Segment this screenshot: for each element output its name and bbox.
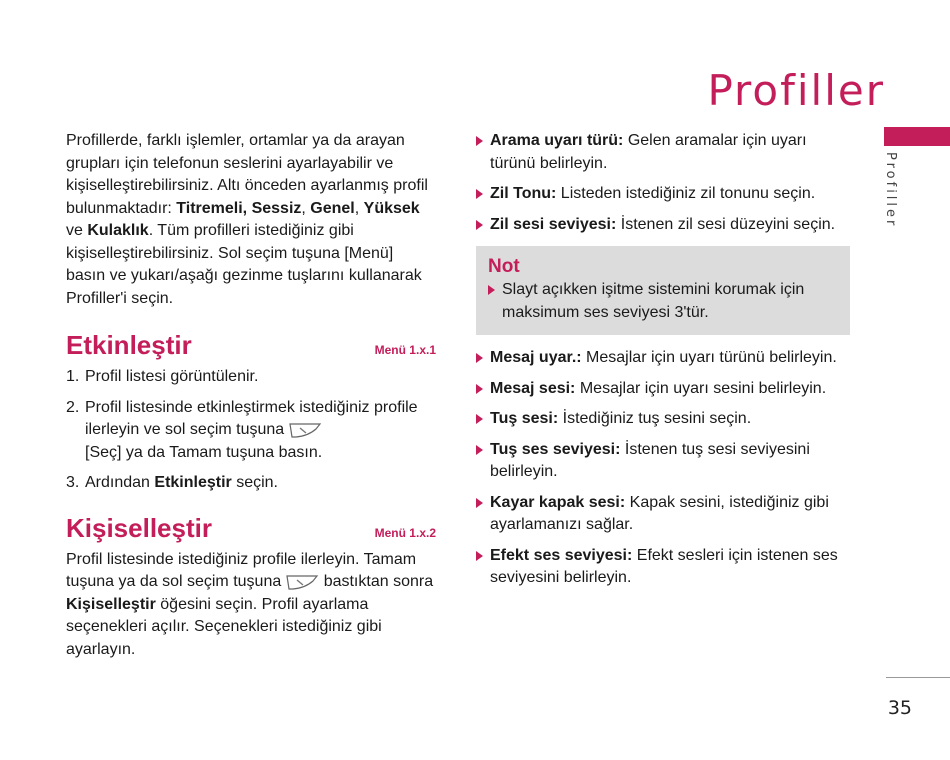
side-section-label: Profiller xyxy=(883,152,898,229)
right-column xyxy=(476,130,850,598)
note-title: Not xyxy=(488,256,520,277)
bullet-arrow-icon xyxy=(476,220,483,230)
left-soft-key-icon xyxy=(285,573,319,591)
personalize-paragraph: Profil listesinde istediğiniz profile ilerleyin. Tamam tuşuna ya da sol seçim tuşuna bastıktan sonra Kişiselleştir öğesini seçin. Profil ayarlama seçenekleri açılır. Seçenekleri istediğiniz gibi ayarlayın. xyxy=(66,550,434,658)
bullet-arrow-icon xyxy=(476,445,483,455)
list-item: Tuş sesi: İstediğiniz tuş sesini seçin. xyxy=(476,408,850,431)
section-header-personalize xyxy=(66,513,436,543)
bullet-arrow-icon xyxy=(476,551,483,561)
list-item: Zil sesi seviyesi: İstenen zil sesi düzeyini seçin. xyxy=(476,214,850,237)
list-item: 2. Profil listesinde etkinleştirmek istediğiniz profile ilerleyin ve sol seçim tuşuna [Seç] ya da Tamam tuşuna basın. xyxy=(66,398,418,461)
left-column xyxy=(66,130,436,661)
activate-steps xyxy=(66,366,436,495)
section-header-activate xyxy=(66,330,436,360)
bullet-arrow-icon xyxy=(476,414,483,424)
note-text: Slayt açıkken işitme sistemini korumak için maksimum ses seviyesi 3'tür. xyxy=(488,279,838,324)
list-item: Mesaj sesi: Mesajlar için uyarı sesini belirleyin. xyxy=(476,378,850,401)
section-title-personalize: Kişiselleştir xyxy=(66,512,212,543)
bullet-arrow-icon xyxy=(476,353,483,363)
section-title-activate: Etkinleştir xyxy=(66,330,192,360)
list-item: Kayar kapak sesi: Kapak sesini, istediğiniz gibi ayarlamanızı sağlar. xyxy=(476,492,850,537)
bullet-arrow-icon xyxy=(476,384,483,394)
list-item: 1. Profil listesi görüntülenir. xyxy=(66,368,259,385)
list-item: Arama uyarı türü: Gelen aramalar için uyarı türünü belirleyin. xyxy=(476,130,850,175)
bullet-arrow-icon xyxy=(476,136,483,146)
page-title: Profiller xyxy=(707,66,885,116)
list-item: Tuş ses seviyesi: İstenen tuş sesi seviyesini belirleyin. xyxy=(476,439,850,484)
bullet-arrow-icon xyxy=(488,285,495,295)
list-item: Efekt ses seviyesi: Efekt sesleri için istenen ses seviyesini belirleyin. xyxy=(476,545,850,590)
list-item: Zil Tonu: Listeden istediğiniz zil tonunu seçin. xyxy=(476,183,850,206)
intro-paragraph: Profillerde, farklı işlemler, ortamlar ya da arayan grupları için telefonun seslerini ayarlayabilir ve kişiselleştirebilirsiniz. Altı önceden ayarlanmış profil bulunmaktadır: Titremeli, Sessiz, Genel, Yüksek ve Kulaklık. Tüm profilleri istediğiniz gibi kişiselleştirebilirsiniz. Sol seçim tuşuna [Menü] basın ve yukarı/aşağı gezinme tuşlarını kullanarak Profiller'i seçin. xyxy=(66,132,428,307)
page-number-rule xyxy=(886,677,950,678)
note-box xyxy=(476,246,850,335)
options-list-bottom xyxy=(476,347,850,590)
menu-path-personalize: Menü 1.x.2 xyxy=(374,525,436,540)
left-soft-key-icon xyxy=(288,421,322,439)
options-list-top xyxy=(476,130,850,236)
page-number: 35 xyxy=(887,697,912,719)
bullet-arrow-icon xyxy=(476,189,483,199)
list-item: Mesaj uyar.: Mesajlar için uyarı türünü belirleyin. xyxy=(476,347,850,370)
menu-path-activate: Menü 1.x.1 xyxy=(374,343,436,357)
side-tab-marker xyxy=(884,127,950,146)
bullet-arrow-icon xyxy=(476,498,483,508)
list-item: 3. Ardından Etkinleştir seçin. xyxy=(66,474,278,491)
